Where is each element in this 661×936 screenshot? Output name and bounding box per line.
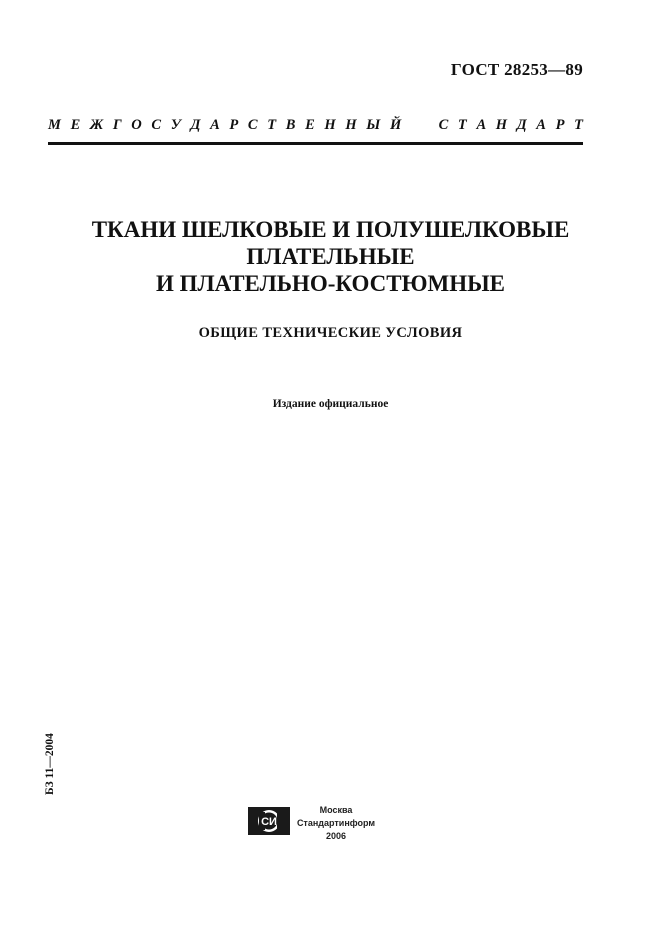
standard-type-letter: Р (229, 117, 239, 133)
standard-type-letter: Ы (366, 117, 381, 133)
standard-type-letter: Д (516, 117, 527, 133)
word-gap (411, 117, 429, 134)
standard-type-letter: В (285, 117, 296, 133)
publisher-year: 2006 (325, 831, 347, 841)
standard-type-letter: Й (390, 117, 402, 133)
standard-type-letter: Т (457, 117, 467, 133)
standard-type-letter: С (247, 117, 258, 133)
standard-type-letter: А (210, 117, 220, 133)
document-title (20, 216, 641, 297)
standard-type-letter: Д (190, 117, 201, 133)
standard-type-letter: Ж (89, 117, 104, 133)
publisher-name: Стандартинформ (296, 818, 376, 828)
title-line-2: ПЛАТЕЛЬНЫЕ (246, 244, 415, 269)
standard-type-letter: С (438, 117, 449, 133)
header-rule (48, 142, 583, 145)
title-line-3: И ПЛАТЕЛЬНО-КОСТЮМНЫЕ (155, 271, 506, 296)
publisher-logo-icon (247, 806, 291, 836)
standard-type-letter: Р (555, 117, 565, 133)
publisher-city: Москва (319, 805, 353, 815)
standard-type-letter: Т (267, 117, 277, 133)
standard-type-letter: А (476, 117, 487, 133)
side-code: БЗ 11—2004 (44, 733, 56, 795)
standard-type-letter: Н (324, 117, 336, 133)
standard-type-letter: Е (70, 117, 81, 133)
standard-type-letter: Н (495, 117, 508, 133)
standard-type-letter: О (131, 117, 142, 133)
standard-type-letter: Т (574, 117, 583, 133)
standard-type-letter: Н (345, 117, 357, 133)
standard-type-letter: С (151, 117, 162, 133)
publisher-block (292, 804, 380, 843)
standard-type-letter: У (170, 117, 181, 133)
standard-type-letter: Е (305, 117, 315, 133)
standard-type-heading (48, 117, 583, 134)
document-number: ГОСТ 28253—89 (450, 60, 583, 79)
document-subtitle: ОБЩИЕ ТЕХНИЧЕСКИЕ УСЛОВИЯ (198, 325, 463, 341)
standard-type-letter: Г (112, 117, 122, 133)
title-line-1: ТКАНИ ШЕЛКОВЫЕ И ПОЛУШЕЛКОВЫЕ (91, 217, 570, 242)
standard-type-letter: М (48, 117, 61, 133)
logo-text: СИ (261, 816, 277, 828)
standard-type-letter: А (536, 117, 546, 133)
edition-note: Издание официальное (272, 398, 389, 410)
